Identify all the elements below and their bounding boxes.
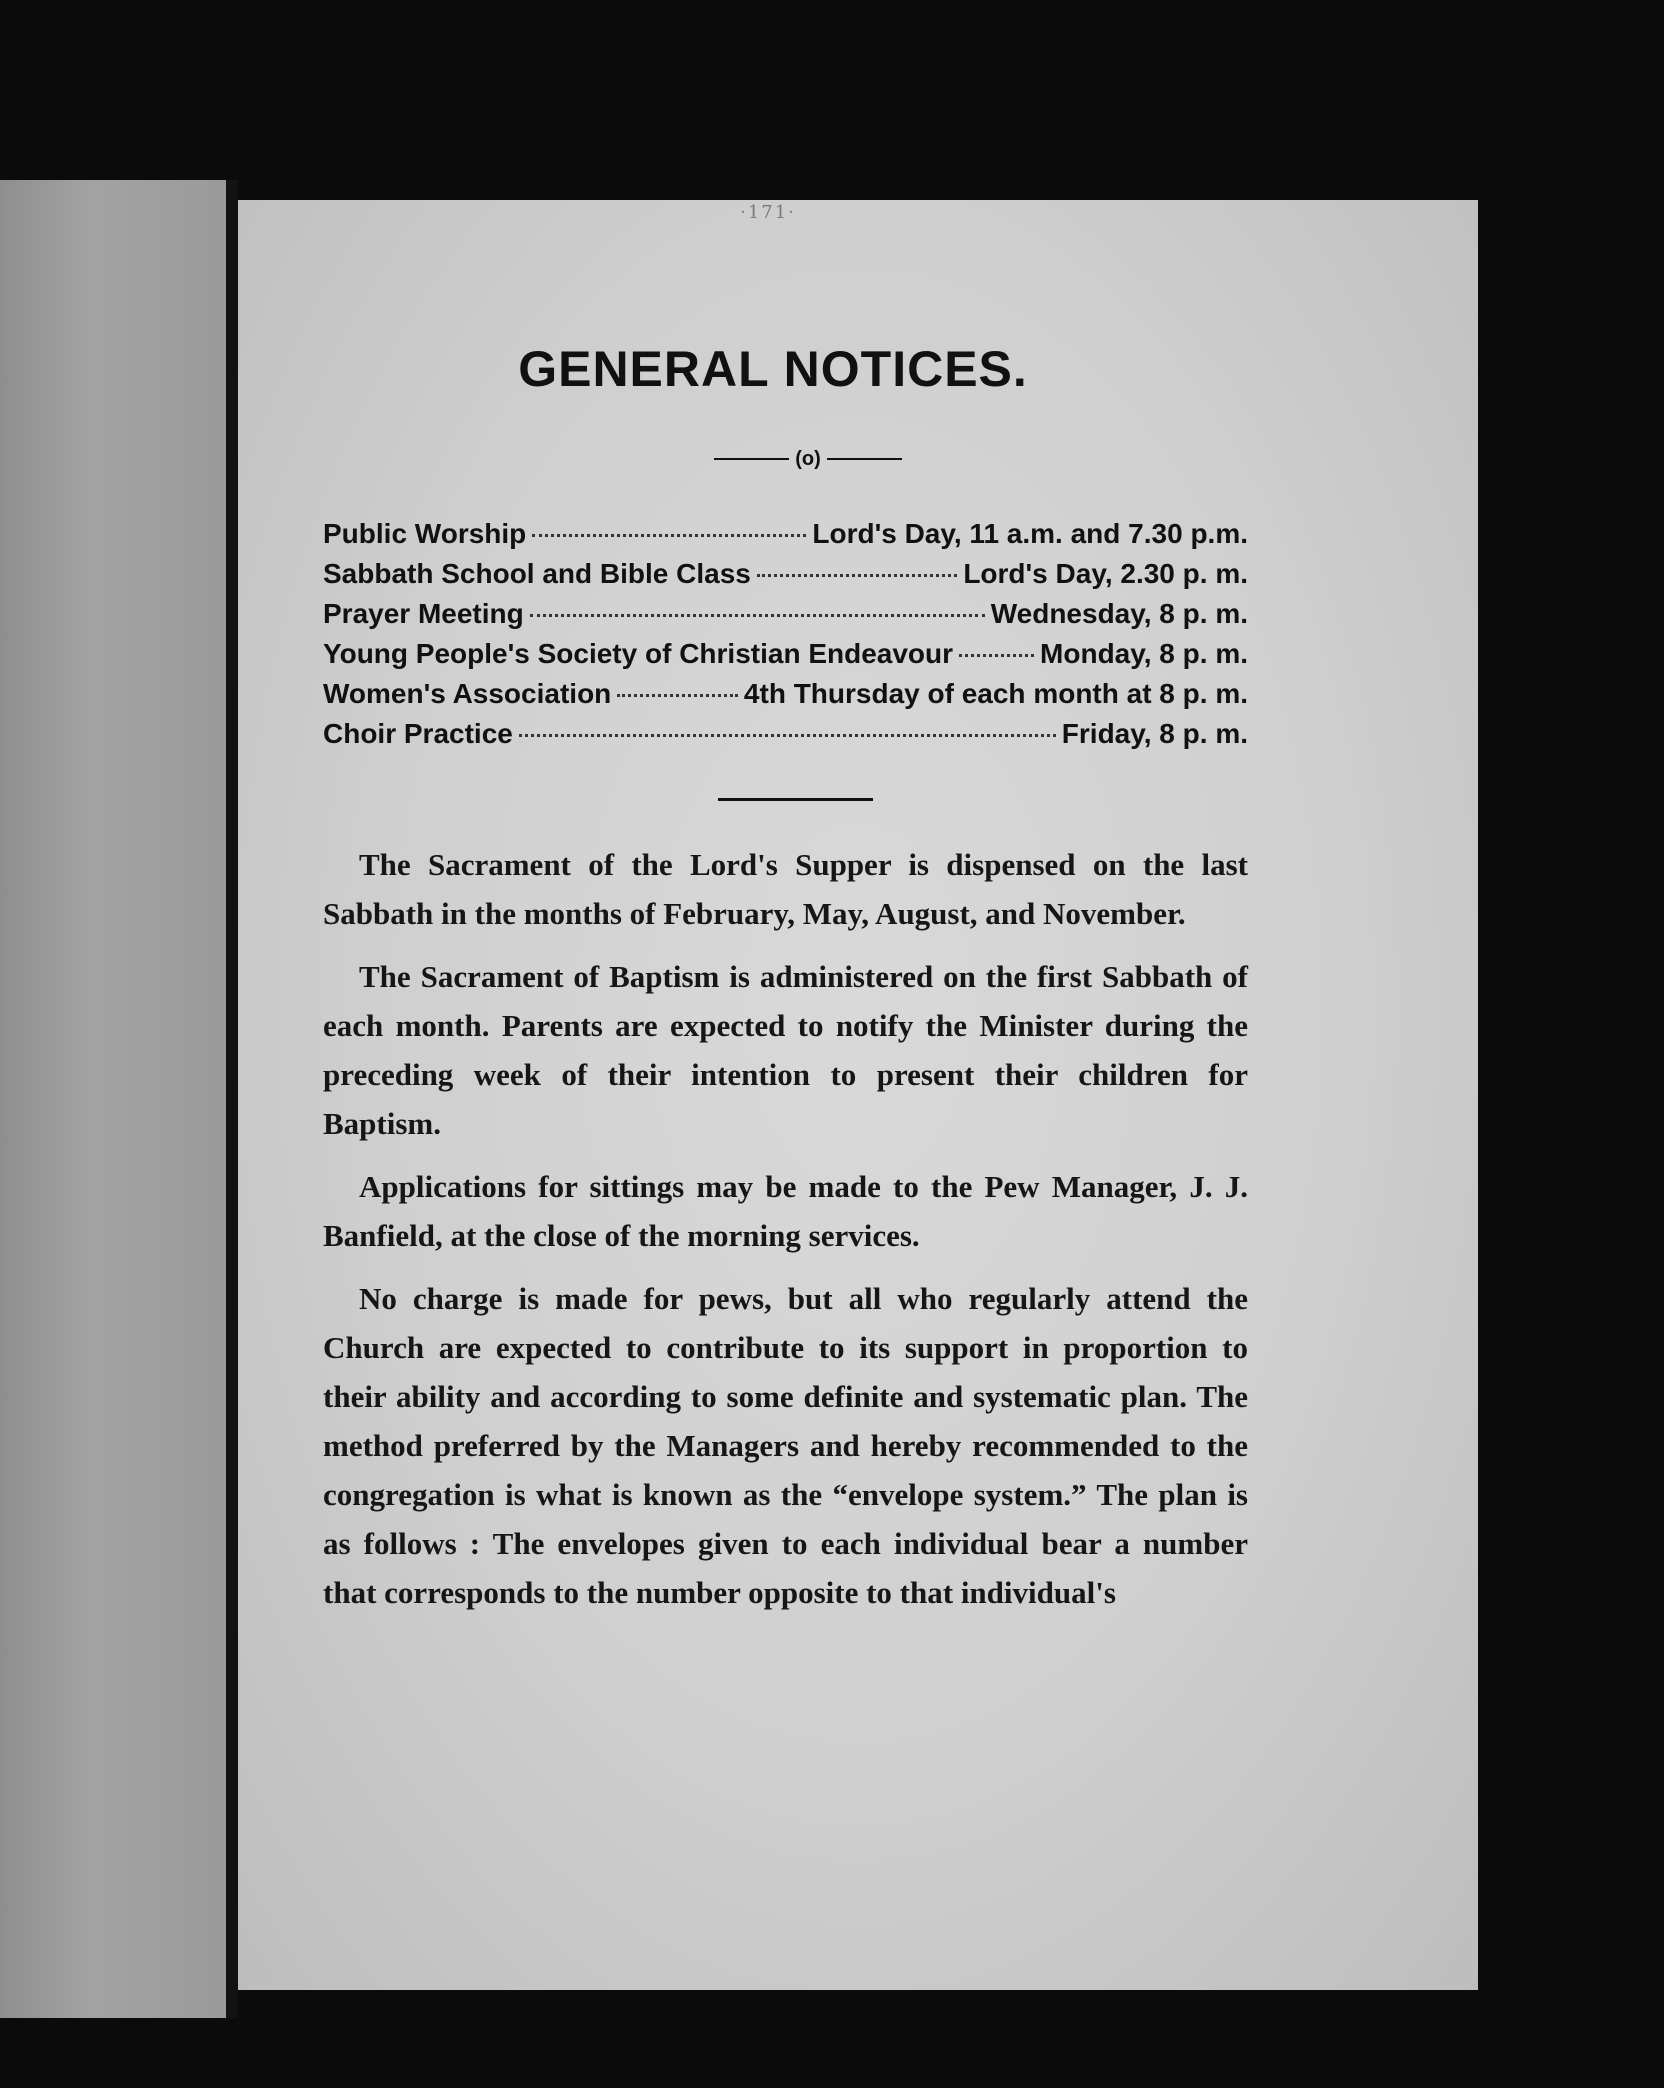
page-title: GENERAL NOTICES. (518, 341, 1028, 397)
dot-leader (617, 694, 738, 697)
schedule-time: Monday, 8 p. m. (1040, 638, 1248, 669)
dot-leader (519, 734, 1056, 737)
schedule-label: Young People's Society of Christian Endeavour (323, 638, 954, 669)
paragraph-baptism: The Sacrament of Baptism is administered on the first Sabbath of each month. Parents are expected to notify the Minister during the preceding week of their intention to present their children for Baptism. (323, 959, 1248, 1141)
paragraph-envelope-system: No charge is made for pews, but all who regularly attend the Church are expected to contribute to its support in proportion to their ability and according to some definite and systematic plan. The method preferred by the Managers and hereby recommended to the congregation is what is known as the “envelope system.” The plan is as follows : The envelopes given to each individual bear a number that corresponds to the number opposite to that individual's (323, 1281, 1248, 1610)
schedule-label: Choir Practice (323, 718, 513, 749)
schedule-label: Public Worship (323, 518, 527, 549)
schedule-row (323, 638, 1248, 678)
dot-leader (757, 574, 957, 577)
schedule-time: Friday, 8 p. m. (1061, 718, 1248, 749)
schedule-row (323, 518, 1248, 558)
notices-body (323, 840, 1248, 1631)
schedule-row (323, 558, 1248, 598)
dot-leader (959, 654, 1034, 657)
schedule-time: Lord's Day, 2.30 p. m. (963, 558, 1248, 589)
schedule-row (323, 678, 1248, 718)
page-number: ·171· (740, 202, 796, 223)
paragraph-sittings: Applications for sittings may be made to the Pew Manager, J. J. Banfield, at the close of the morning services. (323, 1169, 1248, 1253)
schedule-time: Lord's Day, 11 a.m. and 7.30 p.m. (812, 518, 1248, 549)
ornament-mark: (o) (795, 447, 821, 470)
dot-leader (530, 614, 985, 617)
dot-leader (532, 534, 806, 537)
document-page (238, 200, 1478, 1990)
schedule-row (323, 598, 1248, 638)
section-divider (718, 798, 873, 801)
schedule-label: Women's Association (323, 678, 612, 709)
ornament-rule-right (827, 458, 902, 460)
schedule-row (323, 718, 1248, 758)
title-ornament (708, 444, 908, 474)
service-schedule (323, 518, 1248, 758)
ornament-rule-left (714, 458, 789, 460)
page-gutter (226, 180, 238, 2018)
schedule-time: 4th Thursday of each month at 8 p. m. (743, 678, 1248, 709)
previous-page-edge (0, 180, 228, 2018)
paragraph-lords-supper: The Sacrament of the Lord's Supper is dispensed on the last Sabbath in the months of February, May, August, and November. (323, 847, 1248, 931)
schedule-label: Prayer Meeting (323, 598, 524, 629)
schedule-label: Sabbath School and Bible Class (323, 558, 751, 589)
schedule-time: Wednesday, 8 p. m. (990, 598, 1248, 629)
